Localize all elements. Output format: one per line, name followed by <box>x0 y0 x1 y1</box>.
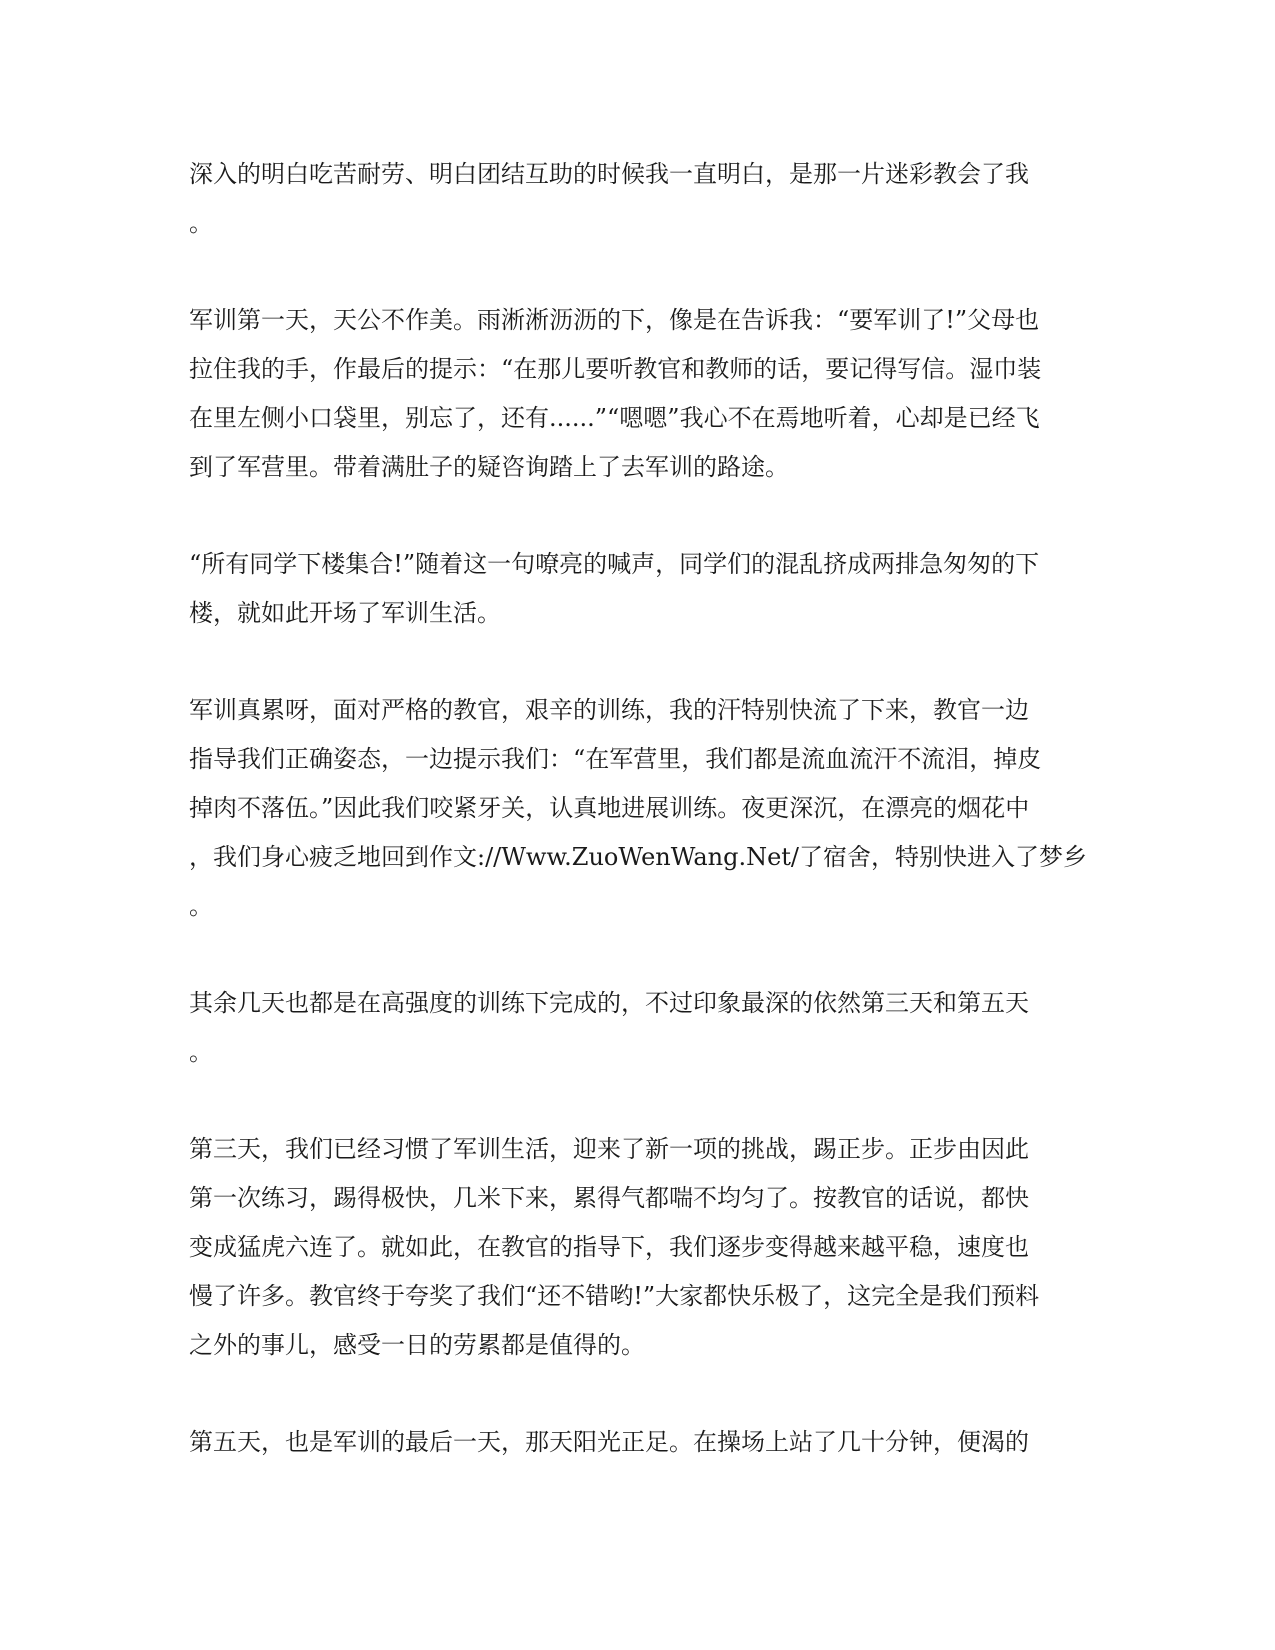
text-line: 军训第一天，天公不作美。雨淅淅沥沥的下，像是在告诉我：“要军训了!”父母也 <box>189 306 1040 334</box>
text-line: 第一次练习，踢得极快，几米下来，累得气都喘不均匀了。按教官的话说，都快 <box>189 1184 1029 1212</box>
text-line: 深入的明白吃苦耐劳、明白团结互助的时候我一直明白，是那一片迷彩教会了我 <box>189 160 1029 188</box>
paragraph-3 <box>189 540 1079 638</box>
text-line: 。 <box>189 209 213 237</box>
text-line: 楼，就如此开场了军训生活。 <box>189 599 501 627</box>
text-line: 。 <box>189 892 213 920</box>
text-line: “所有同学下楼集合!”随着这一句嘹亮的喊声，同学们的混乱挤成两排急匆匆的下 <box>189 550 1040 578</box>
text-line: 到了军营里。带着满肚子的疑咨询踏上了去军训的路途。 <box>189 453 789 481</box>
text-line: 第五天，也是军训的最后一天，那天阳光正足。在操场上站了几十分钟，便渴的 <box>189 1428 1029 1456</box>
text-line: 其余几天也都是在高强度的训练下完成的，不过印象最深的依然第三天和第五天 <box>189 989 1029 1017</box>
text-line: 第三天，我们已经习惯了军训生活，迎来了新一项的挑战，踢正步。正步由因此 <box>189 1135 1029 1163</box>
paragraph-7 <box>189 1418 1079 1467</box>
text-line: 掉肉不落伍。”因此我们咬紧牙关，认真地进展训练。夜更深沉，在漂亮的烟花中 <box>189 794 1030 822</box>
paragraph-4 <box>189 686 1088 931</box>
text-line: 慢了许多。教官终于夸奖了我们“还不错哟!”大家都快乐极了，这完全是我们预料 <box>189 1282 1040 1310</box>
text-line: 变成猛虎六连了。就如此，在教官的指导下，我们逐步变得越来越平稳，速度也 <box>189 1233 1029 1261</box>
paragraph-6 <box>189 1125 1079 1370</box>
text-line: 拉住我的手，作最后的提示：“在那儿要听教官和教师的话，要记得写信。湿巾装 <box>189 355 1042 383</box>
text-line: 在里左侧小口袋里，别忘了，还有......”“嗯嗯”我心不在焉地听着，心却是已经飞 <box>189 404 1040 432</box>
text-line: 指导我们正确姿态，一边提示我们：“在军营里，我们都是流血流汗不流泪，掉皮 <box>189 745 1042 773</box>
text-line: 。 <box>189 1038 213 1066</box>
paragraph-5 <box>189 979 1079 1077</box>
document-body <box>189 150 1088 1515</box>
text-line: 军训真累呀，面对严格的教官，艰辛的训练，我的汗特别快流了下来，教官一边 <box>189 696 1029 724</box>
paragraph-1 <box>189 150 1079 248</box>
text-line: 之外的事儿，感受一日的劳累都是值得的。 <box>189 1331 645 1359</box>
text-line: ，我们身心疲乏地回到作文://Www.ZuoWenWang.Net/了宿舍，特别快进入了梦乡 <box>189 843 1088 871</box>
paragraph-2 <box>189 296 1079 492</box>
